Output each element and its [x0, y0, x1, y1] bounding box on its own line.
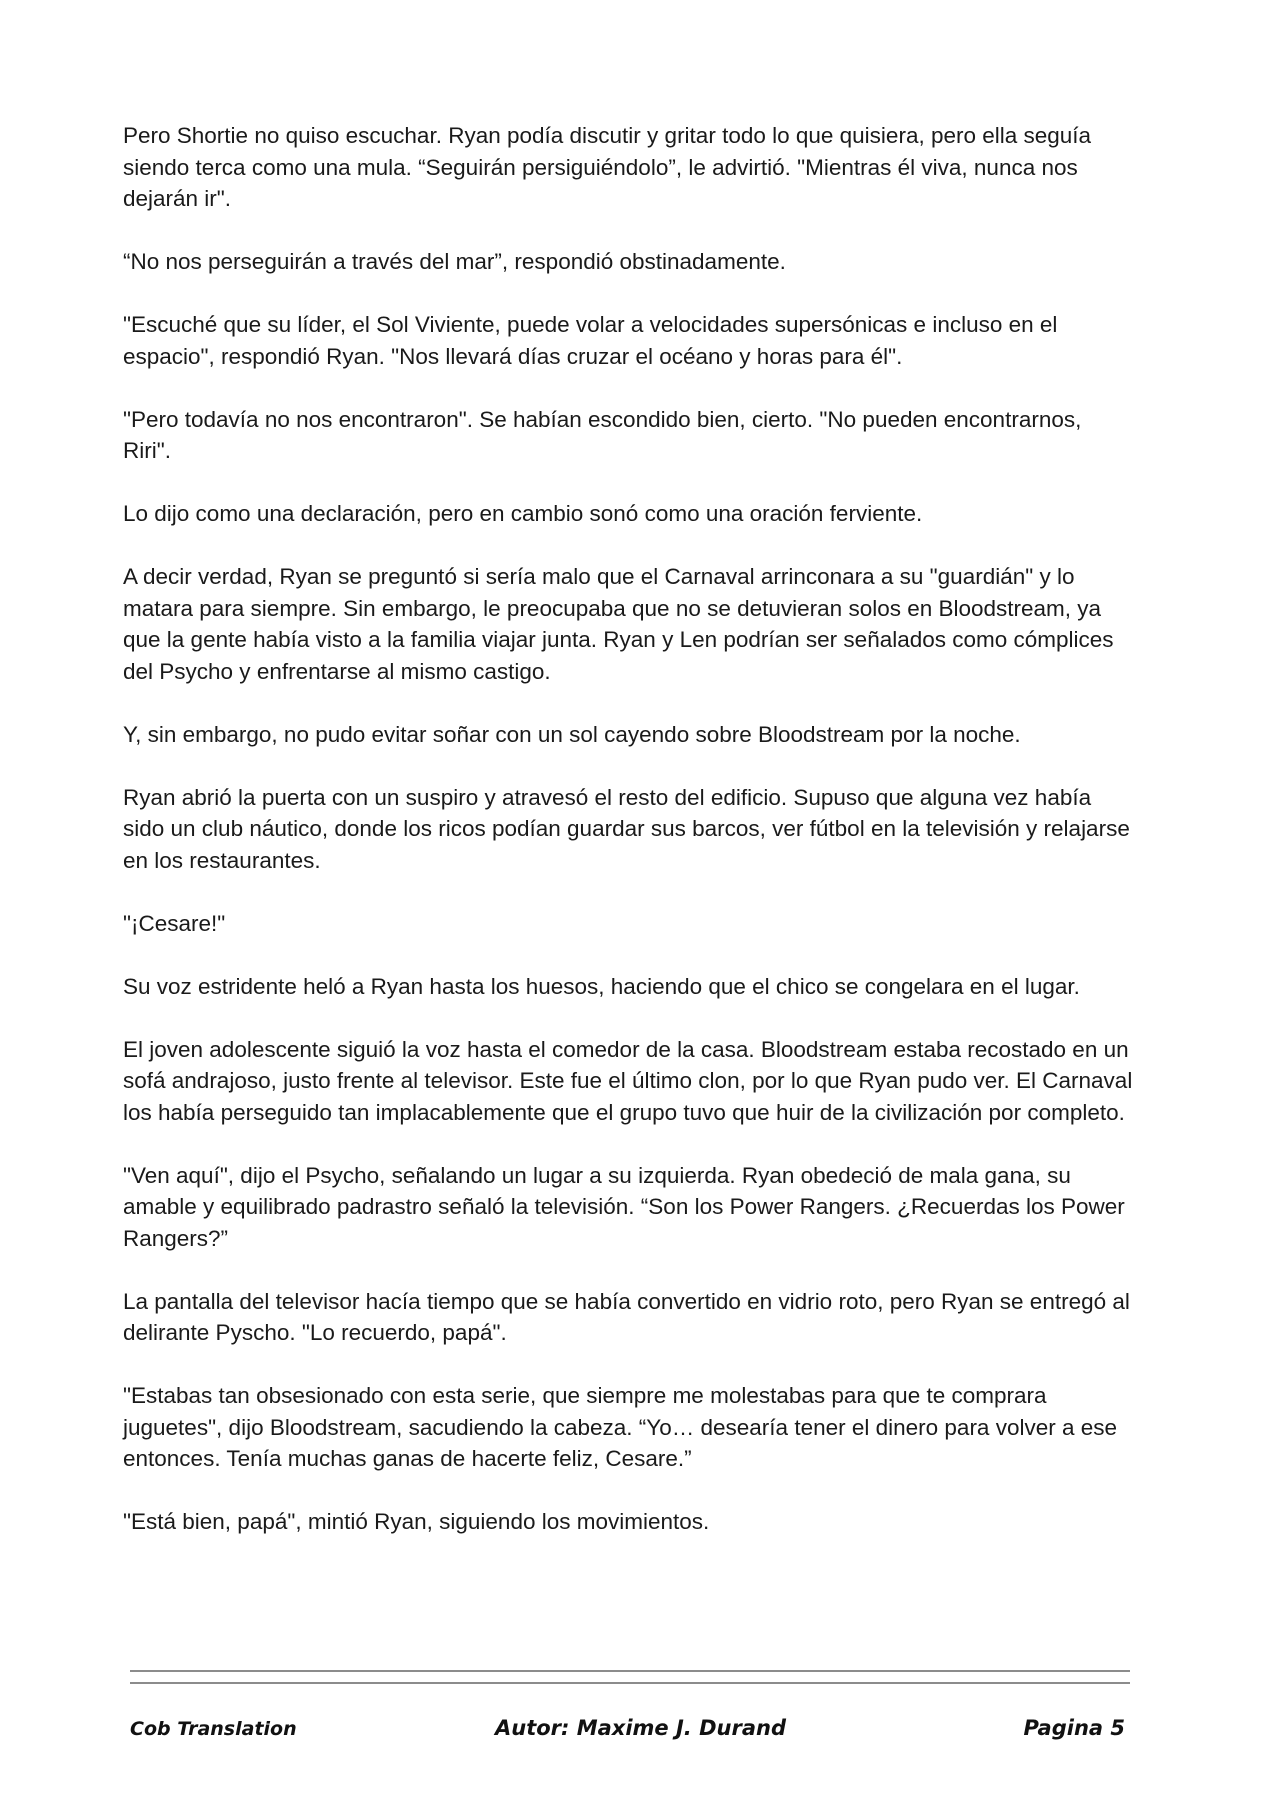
paragraph: A decir verdad, Ryan se preguntó si sería malo que el Carnaval arrinconara a su "guardián" y lo matara para siempre. Sin embargo, le preocupaba que no se detuvieran solos en Bloodstream, ya que la gente había visto a la familia viajar junta. Ryan y Len podrían ser señalados como cómplices del Psycho y enfrentarse al mismo castigo.: [123, 564, 1114, 684]
paragraph: "Escuché que su líder, el Sol Viviente, puede volar a velocidades supersónicas e incluso en el espacio", respondió Ryan. "Nos llevará días cruzar el océano y horas para él".: [123, 312, 1058, 369]
paragraph: El joven adolescente siguió la voz hasta el comedor de la casa. Bloodstream estaba recostado en un sofá andrajoso, justo frente al televisor. Este fue el último clon, por lo que Ryan pudo ver. El Carnaval los había perseguido tan implacablemente que el grupo tuvo que huir de la civilización por completo.: [123, 1036, 1133, 1125]
footer-translator: Cob Translation: [130, 1718, 297, 1740]
paragraph: La pantalla del televisor hacía tiempo que se había convertido en vidrio roto, pero Ryan se entregó al delirante Pyscho. "Lo recuerdo, papá".: [123, 1288, 1130, 1345]
paragraph: Ryan abrió la puerta con un suspiro y atravesó el resto del edificio. Supuso que alguna vez había sido un club náutico, donde los ricos podían guardar sus barcos, ver fútbol en la televisión y relajarse en los restaurantes.: [123, 784, 1130, 873]
paragraph: Y, sin embargo, no pudo evitar soñar con un sol cayendo sobre Bloodstream por la noche.: [123, 721, 1021, 747]
paragraph: Lo dijo como una declaración, pero en cambio sonó como una oración ferviente.: [123, 501, 923, 526]
paragraph: "Está bien, papá", mintió Ryan, siguiendo los movimientos.: [123, 1509, 710, 1534]
footer-author: Autor: Maxime J. Durand: [495, 1716, 786, 1740]
footer-divider-bottom: [130, 1682, 1130, 1684]
paragraph: “No nos perseguirán a través del mar”, respondió obstinadamente.: [123, 249, 786, 274]
paragraph: Su voz estridente heló a Ryan hasta los huesos, haciendo que el chico se congelara en el lugar.: [123, 973, 1080, 999]
page-footer: [130, 1716, 1130, 1748]
paragraph: "Estabas tan obsesionado con esta serie, que siempre me molestabas para que te comprara juguetes", dijo Bloodstream, sacudiendo la cabeza. “Yo… desearía tener el dinero para volver a ese entonces. Tenía muchas ganas de hacerte feliz, Cesare.”: [123, 1383, 1118, 1471]
paragraph: "¡Cesare!": [123, 910, 226, 936]
paragraph: "Pero todavía no nos encontraron". Se habían escondido bien, cierto. "No pueden encontrarnos, Riri".: [123, 406, 1082, 463]
document-body: [123, 120, 1135, 1569]
paragraph: Pero Shortie no quiso escuchar. Ryan podía discutir y gritar todo lo que quisiera, pero ella seguía siendo terca como una mula. “Seguirán persiguiéndolo”, le advirtió. "Mientras él viva, nunca nos dejarán ir".: [123, 123, 1092, 211]
footer-divider-top: [130, 1670, 1130, 1672]
footer-page-number: Pagina 5: [1023, 1716, 1125, 1740]
paragraph: "Ven aquí", dijo el Psycho, señalando un lugar a su izquierda. Ryan obedeció de mala gana, su amable y equilibrado padrastro señaló la televisión. “Son los Power Rangers. ¿Recuerdas los Power Rangers?”: [123, 1162, 1125, 1251]
